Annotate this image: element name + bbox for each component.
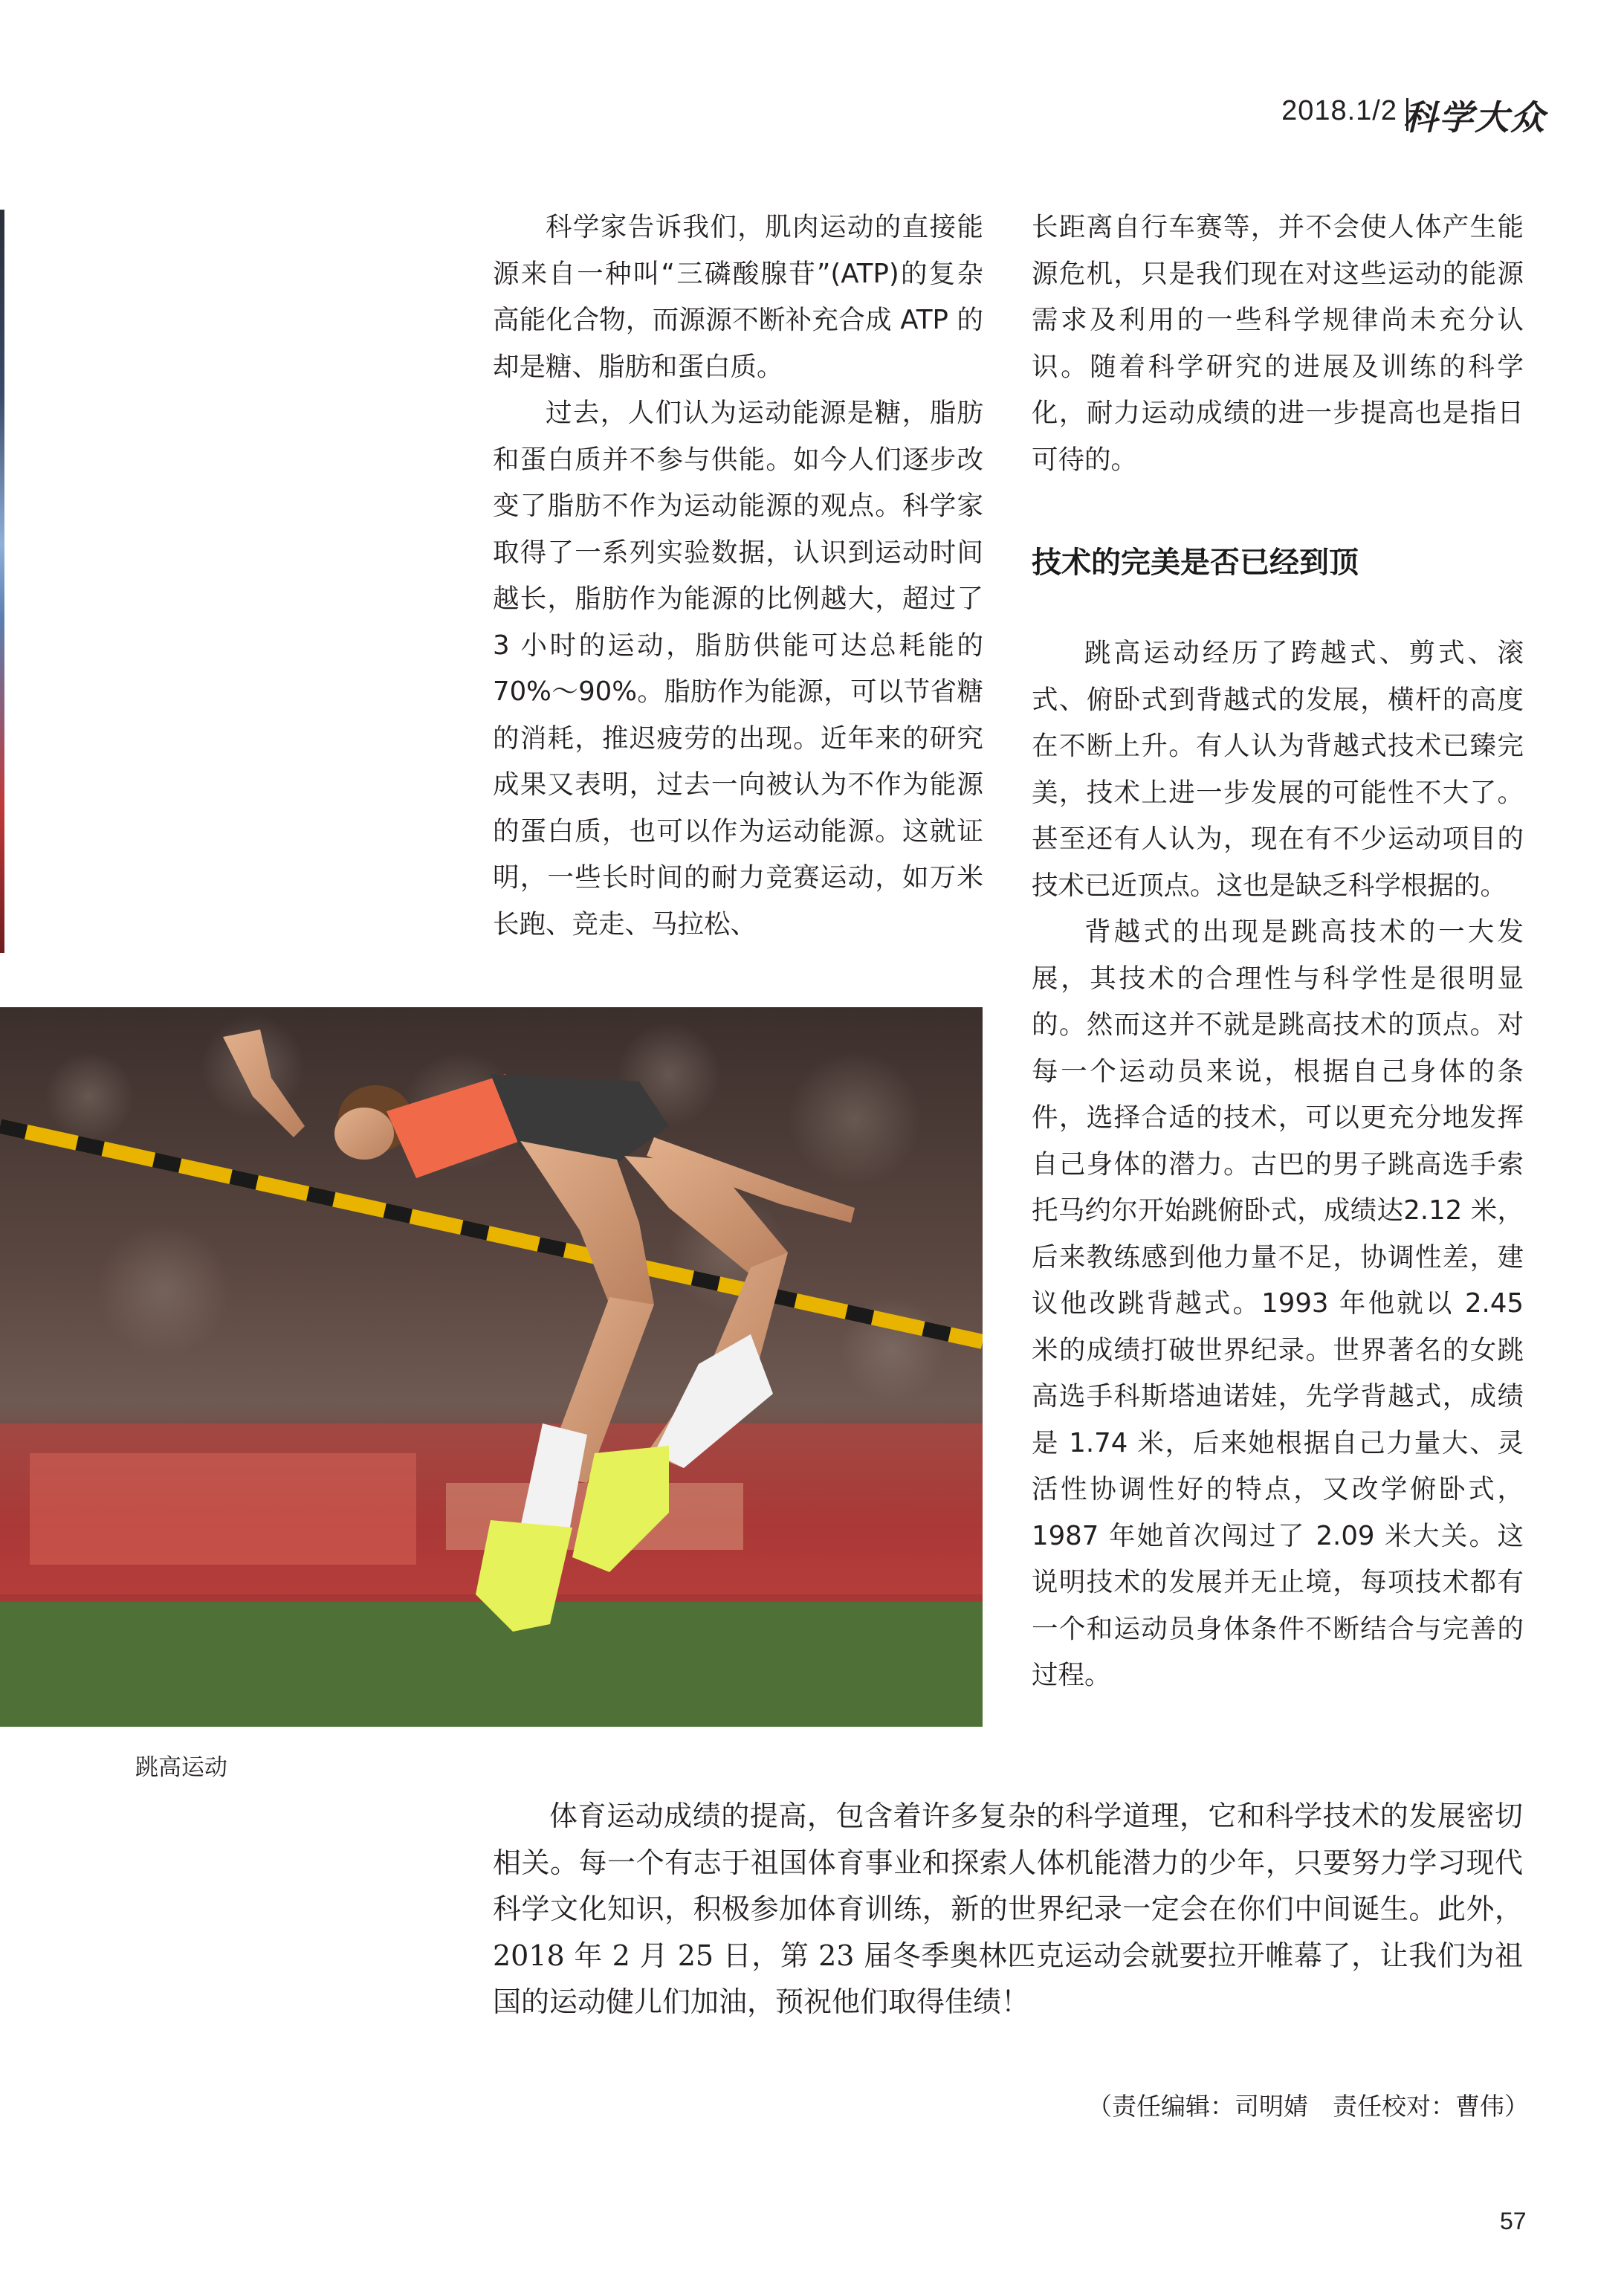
paragraph: 背越式的出现是跳高技术的一大发展，其技术的合理性与科学性是很明显的。然而这并不就是跳高技术的顶点。对每一个运动员来说，根据自己身体的条件，选择合适的技术，可以更充分地发挥自己身体的潜力。古巴的男子跳高选手索托马约尔开始跳俯卧式，成绩达2.12 米，后来教练感到他力量不足，协调性差，建议他改跳背越式。1993 年他就以 2.45 米的成绩打破世界纪录。世界著名的女跳高选手科斯塔迪诺娃，先学背越式，成绩是 1.74 米，后来她根据自己力量大、灵活性协调性好的特点，又改学俯卧式，1987 年她首次闯过了 2.09 米大关。这说明技术的发展并无止境，每项技术都有一个和运动员身体条件不断结合与完善的过程。 bbox=[1032, 917, 1524, 1690]
issue-date: 2018.1/2 bbox=[1281, 95, 1397, 126]
page-number: 57 bbox=[1500, 2208, 1527, 2234]
photo-caption: 跳高运动 bbox=[135, 1754, 227, 1781]
paragraph: 过去，人们认为运动能源是糖，脂肪和蛋白质并不参与供能。如今人们逐步改变了脂肪不作为运动能源的观点。科学家取得了一系列实验数据，认识到运动时间越长，脂肪作为能源的比例越大，超过了 3 小时的运动，脂肪供能可达总耗能的70%～90%。脂肪作为能源，可以节省糖的消耗，推迟疲劳的出现。近年来的研究成果又表明，过去一向被认为不作为能源的蛋白质，也可以作为运动能源。这就证明，一些长时间的耐力竞赛运动，如万米长跑、竞走、马拉松、 bbox=[493, 398, 983, 940]
right-text-column-bottom bbox=[1032, 630, 1524, 1699]
paragraph: 跳高运动经历了跨越式、剪式、滚式、俯卧式到背越式的发展，横杆的高度在不断上升。有人认为背越式技术已臻完美，技术上进一步发展的可能性不大了。甚至还有人认为，现在有不少运动项目的技术已近顶点。这也是缺乏科学根据的。 bbox=[1032, 638, 1524, 901]
magazine-logo: 科学大众 bbox=[1403, 97, 1546, 138]
paragraph-continuation: 长距离自行车赛等，并不会使人体产生能源危机，只是我们现在对这些运动的能源需求及利用的一些科学规律尚未充分认识。随着科学研究的进展及训练的科学化，耐力运动成绩的进一步提高也是指日可待的。 bbox=[1032, 212, 1524, 475]
section-heading: 技术的完美是否已经到顶 bbox=[1032, 546, 1359, 580]
edge-photo-strip bbox=[0, 210, 4, 953]
high-jump-photo bbox=[0, 1007, 983, 1727]
right-text-column-top bbox=[1032, 204, 1524, 483]
paragraph: 科学家告诉我们，肌肉运动的直接能源来自一种叫“三磷酸腺苷”(ATP)的复杂高能化合物，而源源不断补充合成 ATP 的却是糖、脂肪和蛋白质。 bbox=[493, 212, 983, 382]
editor-credits: （责任编辑：司明婧 责任校对：曹伟） bbox=[1087, 2092, 1529, 2121]
page-header bbox=[1204, 91, 1546, 143]
closing-paragraph-block bbox=[493, 1793, 1523, 2026]
closing-paragraph: 体育运动成绩的提高，包含着许多复杂的科学道理，它和科学技术的发展密切相关。每一个有志于祖国体育事业和探索人体机能潜力的少年，只要努力学习现代科学文化知识，积极参加体育训练，新的世界纪录一定会在你们中间诞生。此外，2018 年 2 月 25 日，第 23 届冬季奥林匹克运动会就要拉开帷幕了，让我们为祖国的运动健儿们加油，预祝他们取得佳绩！ bbox=[493, 1800, 1523, 2018]
left-text-column bbox=[493, 204, 983, 948]
